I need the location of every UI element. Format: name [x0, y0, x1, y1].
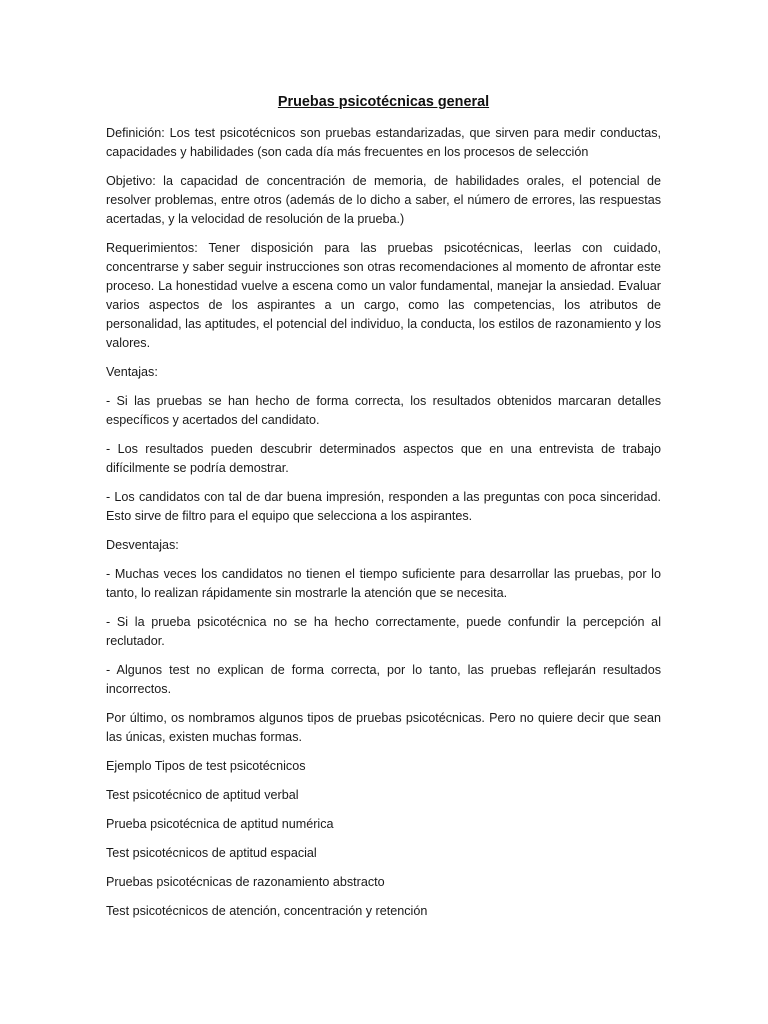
objective-paragraph: Objetivo: la capacidad de concentración de memoria, de habilidades orales, el potencial de resolver problemas, entre otros (además de lo dicho a saber, el número de errores, las respuestas acertadas, y la velocidad de resolución de la prueba.)	[106, 174, 661, 226]
definition-paragraph: Definición: Los test psicotécnicos son pruebas estandarizadas, que sirven para medir conductas, capacidades y habilidades (son cada día más frecuentes en los procesos de selección	[106, 126, 661, 159]
advantage-item-1: - Si las pruebas se han hecho de forma correcta, los resultados obtenidos marcaran detalles específicos y acertados del candidato.	[106, 394, 661, 427]
disadvantage-item-3: - Algunos test no explican de forma correcta, por lo tanto, las pruebas reflejarán resultados incorrectos.	[106, 663, 661, 696]
example-item-4: Pruebas psicotécnicas de razonamiento abstracto	[106, 875, 385, 889]
closing-paragraph: Por último, os nombramos algunos tipos de pruebas psicotécnicas. Pero no quiere decir que sean las únicas, existen muchas formas.	[106, 711, 661, 744]
example-item-3: Test psicotécnicos de aptitud espacial	[106, 846, 317, 860]
advantage-item-2: - Los resultados pueden descubrir determinados aspectos que en una entrevista de trabajo difícilmente se podría demostrar.	[106, 442, 661, 475]
example-item-1: Test psicotécnico de aptitud verbal	[106, 788, 299, 802]
requirements-paragraph: Requerimientos: Tener disposición para las pruebas psicotécnicas, leerlas con cuidado, concentrarse y saber seguir instrucciones son otras recomendaciones al momento de afrontar este proceso. La honestidad vuelve a escena como un valor fundamental, manejar la ansiedad. Evaluar varios aspectos de los aspirantes a un cargo, como las competencias, los atributos de personalidad, las aptitudes, el potencial del individuo, la conducta, los estilos de razonamiento y los valores.	[106, 241, 661, 350]
document-title: Pruebas psicotécnicas general	[277, 94, 490, 110]
document-body	[106, 92, 661, 931]
examples-heading: Ejemplo Tipos de test psicotécnicos	[106, 759, 306, 773]
example-item-5: Test psicotécnicos de atención, concentración y retención	[106, 904, 428, 918]
disadvantages-heading: Desventajas:	[106, 538, 179, 552]
advantage-item-3: - Los candidatos con tal de dar buena impresión, responden a las preguntas con poca sinceridad. Esto sirve de filtro para el equipo que selecciona a los aspirantes.	[106, 490, 661, 523]
advantages-heading: Ventajas:	[106, 365, 158, 379]
disadvantage-item-1: - Muchas veces los candidatos no tienen el tiempo suficiente para desarrollar las pruebas, por lo tanto, lo realizan rápidamente sin mostrarle la atención que se necesita.	[106, 567, 661, 600]
example-item-2: Prueba psicotécnica de aptitud numérica	[106, 817, 334, 831]
disadvantage-item-2: - Si la prueba psicotécnica no se ha hecho correctamente, puede confundir la percepción al reclutador.	[106, 615, 661, 648]
